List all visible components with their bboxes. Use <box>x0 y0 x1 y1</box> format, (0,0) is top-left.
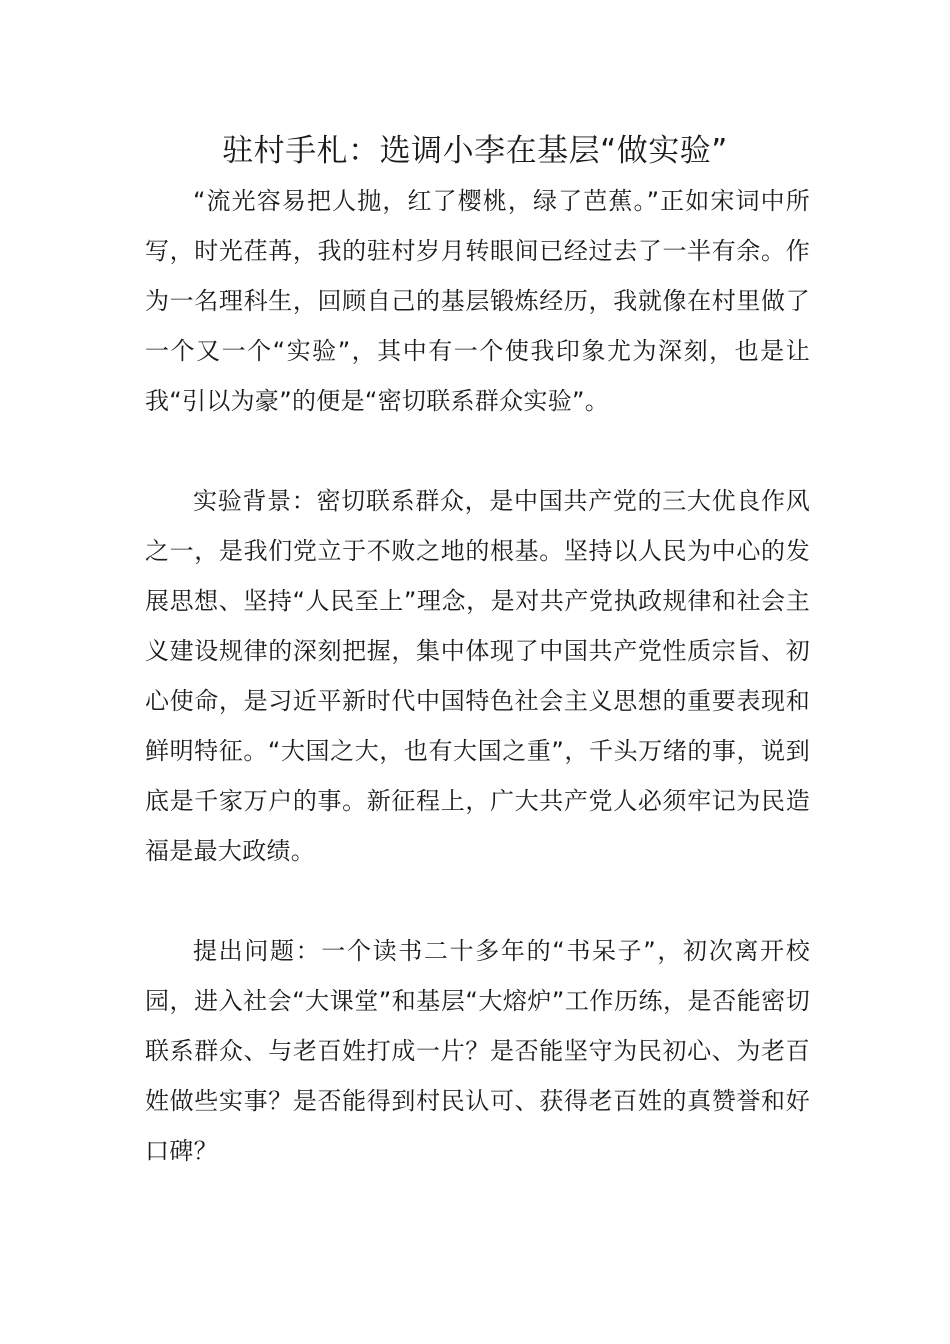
paragraph-background: 实验背景：密切联系群众，是中国共产党的三大优良作风之一，是我们党立于不败之地的根基。坚持以人民为中心的发展思想、坚持“人民至上”理念，是对共产党执政规律和社会主义建设规律的深刻把握，集中体现了中国共产党性质宗旨、初心使命，是习近平新时代中国特色社会主义思想的重要表现和鲜明特征。“大国之大，也有大国之重”，千头万绪的事，说到底是千家万户的事。新征程上，广大共产党人必须牢记为民造福是最大政绩。 <box>145 487 810 865</box>
paragraph-question: 提出问题：一个读书二十多年的“书呆子”，初次离开校园，进入社会“大课堂”和基层“大熔炉”工作历练，是否能密切联系群众、与老百姓打成一片？是否能坚守为民初心、为老百姓做些实事？是否能得到村民认可、获得老百姓的真赞誉和好口碑？ <box>145 937 810 1165</box>
document-title: 驻村手札：选调小李在基层“做实验” <box>222 133 728 169</box>
paragraph-gap <box>145 426 810 476</box>
document-body <box>145 176 810 1176</box>
paragraph-intro: “流光容易把人抛，红了樱桃，绿了芭蕉。”正如宋词中所写，时光荏苒，我的驻村岁月转眼间已经过去了一半有余。作为一名理科生，回顾自己的基层锻炼经历，我就像在村里做了一个又一个“实验”，其中有一个使我印象尤为深刻，也是让我“引以为豪”的便是“密切联系群众实验”。 <box>145 187 810 415</box>
paragraph-gap <box>145 876 810 926</box>
